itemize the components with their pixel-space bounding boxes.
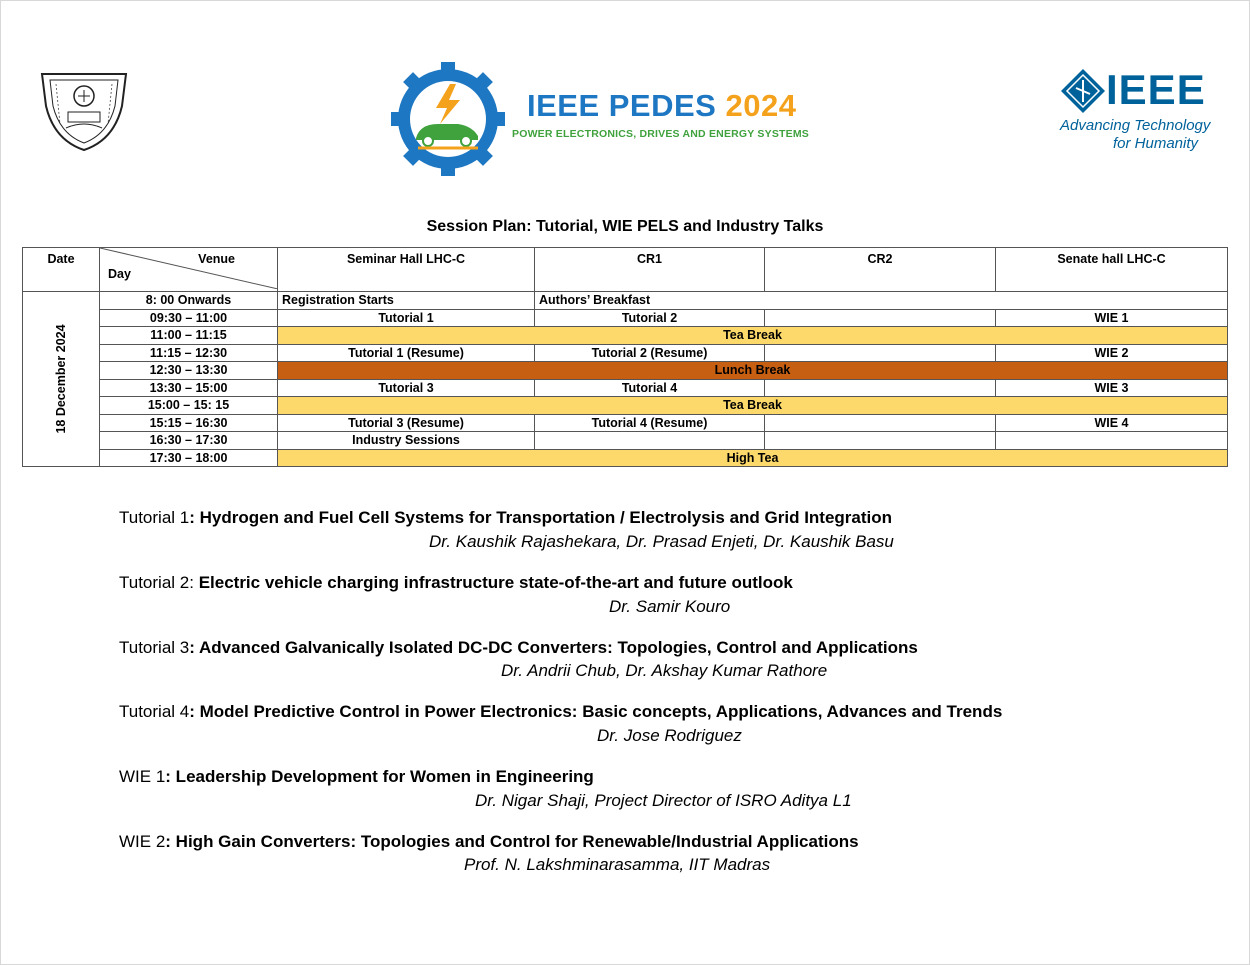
pedes-year: 2024: [725, 88, 797, 123]
time-cell: 15:15 – 16:30: [100, 414, 278, 432]
table-row: [23, 379, 1228, 397]
talk-tutorial-3: Tutorial 3: Advanced Galvanically Isolated DC-DC Converters: Topologies, Control and Applications: [119, 638, 918, 657]
schedule-table: [22, 247, 1228, 467]
session-cell: Tutorial 2: [535, 309, 765, 327]
date-cell: [23, 292, 100, 467]
table-row: [23, 397, 1228, 415]
pedes-subtitle: POWER ELECTRONICS, DRIVES AND ENERGY SYSTEMS: [512, 128, 810, 140]
pedes-gear-logo: [388, 60, 508, 178]
session-cell: WIE 1: [996, 309, 1228, 327]
time-cell: 8: 00 Onwards: [100, 292, 278, 310]
header-venue-day: [100, 248, 278, 292]
header-day: Day: [108, 267, 131, 281]
time-cell: 11:00 – 11:15: [100, 327, 278, 345]
speakers-tutorial-2: Dr. Samir Kouro: [609, 597, 731, 616]
session-cell: Tutorial 3 (Resume): [278, 414, 535, 432]
session-cell: Industry Sessions: [278, 432, 535, 450]
session-cell: Tutorial 1: [278, 309, 535, 327]
time-cell: 13:30 – 15:00: [100, 379, 278, 397]
speakers-tutorial-1: Dr. Kaushik Rajashekara, Dr. Prasad Enjeti, Dr. Kaushik Basu: [429, 532, 894, 551]
speakers-tutorial-4: Dr. Jose Rodriguez: [597, 726, 742, 745]
table-row: [23, 344, 1228, 362]
header-seminar-hall: Seminar Hall LHC-C: [278, 248, 535, 292]
time-cell: 17:30 – 18:00: [100, 449, 278, 467]
session-cell: [765, 309, 996, 327]
talk-wie-1: WIE 1: Leadership Development for Women in Engineering: [119, 767, 594, 786]
session-cell: [765, 414, 996, 432]
session-cell: Authors’ Breakfast: [535, 292, 1228, 310]
table-row: [23, 449, 1228, 467]
session-cell: Tutorial 4 (Resume): [535, 414, 765, 432]
tea-break-cell: Tea Break: [278, 327, 1228, 345]
time-cell: 15:00 – 15: 15: [100, 397, 278, 415]
session-cell: Registration Starts: [278, 292, 535, 310]
time-cell: 09:30 – 11:00: [100, 309, 278, 327]
ieee-tagline-line1: Advancing Technology: [1060, 117, 1211, 134]
table-row: [23, 292, 1228, 310]
session-cell: WIE 2: [996, 344, 1228, 362]
session-cell: Tutorial 1 (Resume): [278, 344, 535, 362]
session-cell: Tutorial 3: [278, 379, 535, 397]
speakers-wie-1: Dr. Nigar Shaji, Project Director of ISRO Aditya L1: [475, 791, 852, 810]
session-cell: WIE 4: [996, 414, 1228, 432]
table-row: [23, 432, 1228, 450]
talk-wie-2: WIE 2: High Gain Converters: Topologies and Control for Renewable/Industrial Applications: [119, 832, 859, 851]
session-cell: [535, 432, 765, 450]
session-cell: Tutorial 4: [535, 379, 765, 397]
talk-tutorial-1: Tutorial 1: Hydrogen and Fuel Cell Systems for Transportation / Electrolysis and Grid Integration: [119, 508, 893, 527]
lunch-break-cell: Lunch Break: [278, 362, 1228, 380]
ieee-diamond-icon: [1060, 68, 1106, 114]
session-plan-title: Session Plan: Tutorial, WIE PELS and Industry Talks: [426, 218, 824, 235]
header-cr2: CR2: [765, 248, 996, 292]
pedes-title: IEEE PEDES 2024: [527, 88, 797, 123]
table-row: [23, 414, 1228, 432]
time-cell: 11:15 – 12:30: [100, 344, 278, 362]
header-cr1: CR1: [535, 248, 765, 292]
header-senate-hall: Senate hall LHC-C: [996, 248, 1228, 292]
session-cell: [765, 344, 996, 362]
header-venue: Venue: [198, 252, 235, 266]
session-cell: [765, 379, 996, 397]
talk-tutorial-2: Tutorial 2: Electric vehicle charging infrastructure state-of-the-art and future outlook: [119, 573, 793, 592]
date-label: 18 December 2024: [54, 324, 68, 434]
session-cell: [765, 432, 996, 450]
session-cell: [996, 432, 1228, 450]
time-cell: 16:30 – 17:30: [100, 432, 278, 450]
session-cell: Tutorial 2 (Resume): [535, 344, 765, 362]
institute-seal-logo: [38, 66, 130, 152]
ieee-tagline-line2: for Humanity: [1113, 135, 1199, 152]
ieee-wordmark: IEEE: [1106, 66, 1206, 113]
speakers-wie-2: Prof. N. Lakshminarasamma, IIT Madras: [464, 855, 771, 874]
speakers-tutorial-3: Dr. Andrii Chub, Dr. Akshay Kumar Rathore: [501, 661, 828, 680]
talk-tutorial-4: Tutorial 4: Model Predictive Control in Power Electronics: Basic concepts, Applications, Advances and Trends: [119, 702, 1003, 721]
high-tea-cell: High Tea: [278, 449, 1228, 467]
time-cell: 12:30 – 13:30: [100, 362, 278, 380]
tea-break-cell: Tea Break: [278, 397, 1228, 415]
table-row: [23, 309, 1228, 327]
table-row: [23, 327, 1228, 345]
session-cell: WIE 3: [996, 379, 1228, 397]
header-date: Date: [23, 248, 100, 292]
table-header-row: [23, 248, 1228, 292]
table-row: [23, 362, 1228, 380]
